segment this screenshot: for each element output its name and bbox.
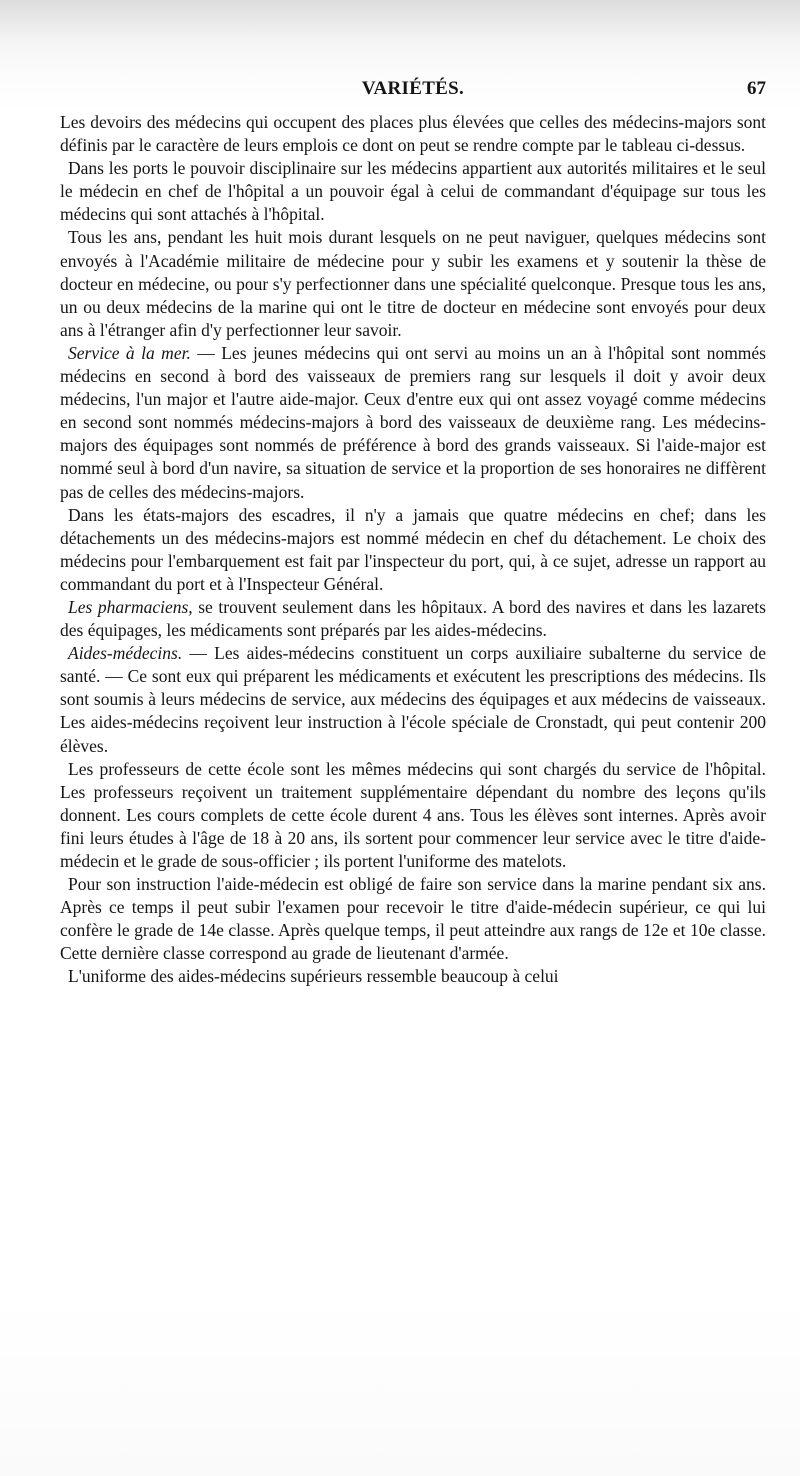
section-lead: Aides-médecins. (68, 643, 183, 664)
paragraph-text: Dans les états-majors des escadres, il n'y a jamais que quatre médecins en chef; dans les détachements un des médecins-majors est nommé médecin en chef du détachement. Le choix des médecins pour l'embarquement est fait par l'inspecteur du port, qui, à ce sujet, adresse un rapport au commandant du port et à l'Inspecteur Général. (60, 504, 766, 594)
paragraph (60, 157, 766, 226)
paragraph-text: Les professeurs de cette école sont les mêmes médecins qui sont chargés du service de l'hôpital. Les professeurs reçoivent un traitement supplémentaire dépendant du nombre des leçons qu'ils donnent. Les cours complets de cette école durent 4 ans. Tous les élèves sont internes. Après avoir fini leurs études à l'âge de 18 à 20 ans, ils sortent pour commencer leur service avec le titre d'aide-médecin et le grade de sous-officier ; ils portent l'uniforme des matelots. (60, 758, 766, 871)
paragraph (60, 342, 766, 504)
paragraph-text: Les devoirs des médecins qui occupent des places plus élevées que celles des médecins-majors sont définis par le caractère de leurs emplois ce dont on peut se rendre compte par le tableau ci-dessus. (60, 112, 766, 156)
paragraph (60, 226, 766, 341)
paragraph (60, 965, 766, 988)
paragraph-text: Tous les ans, pendant les huit mois durant lesquels on ne peut naviguer, quelques médecins sont envoyés à l'Académie militaire de médecine pour y subir les examens et y soutenir la thèse de docteur en médecine, ou pour s'y perfectionner dans une spécialité quelconque. Presque tous les ans, un ou deux médecins de la marine qui ont le titre de docteur en médecine sont envoyés pour deux ans à l'étranger afin d'y perfectionner leur savoir. (60, 227, 766, 340)
paragraph-text: L'uniforme des aides-médecins supérieurs ressemble beaucoup à celui (68, 966, 559, 987)
section-lead: Service à la mer. (68, 342, 191, 363)
page-number: 67 (747, 78, 766, 99)
paragraph (60, 642, 766, 757)
paragraph-text: se trouvent seulement dans les hôpitaux. A bord des navires et dans les lazarets des équipages, les médicaments sont préparés par les aides-médecins. (60, 596, 766, 641)
paragraph (60, 111, 766, 157)
paragraph-text: Dans les ports le pouvoir disciplinaire sur les médecins appartient aux autorités militaires et le seul le médecin en chef de l'hôpital a un pouvoir égal à celui de commandant d'équipage sur tous les médecins qui sont attachés à l'hôpital. (60, 158, 766, 225)
body-text (60, 111, 766, 989)
page-header (60, 78, 766, 108)
running-title: VARIÉTÉS. (361, 78, 465, 99)
paragraph (60, 596, 766, 642)
paragraph-text: — Les jeunes médecins qui ont servi au moins un an à l'hôpital sont nommés médecins en second à bord des vaisseaux de premiers rang sur lesquels il doit y avoir deux médecins, l'un major et l'autre aide-major. Ceux d'entre eux qui ont assez voyagé comme médecins en second sont nommés médecins-majors à bord des vaisseaux de deuxième rang. Les médecins-majors des équipages sont nommés de préférence à bord des grands vaisseaux. Si l'aide-major est nommé seul à bord d'un navire, sa situation de service et la proportion de ses honoraires ne diffèrent pas de celles des médecins-majors. (60, 342, 766, 502)
section-lead: Les pharmaciens, (68, 596, 193, 617)
paragraph (60, 758, 766, 873)
paragraph-text: — Les aides-médecins constituent un corps auxiliaire subalterne du service de santé. — Ce sont eux qui préparent les médicaments et exécutent les prescriptions des médecins. Ils sont soumis à leurs médecins de service, aux médecins des équipages et aux médecins de vaisseaux. Les aides-médecins reçoivent leur instruction à l'école spéciale de Cronstadt, qui peut contenir 200 élèves. (60, 643, 766, 756)
paragraph (60, 504, 766, 596)
paragraph-text: Pour son instruction l'aide-médecin est obligé de faire son service dans la marine pendant six ans. Après ce temps il peut subir l'examen pour recevoir le titre d'aide-médecin supérieur, ce qui lui confère le grade de 14e classe. Après quelque temps, il peut atteindre aux rangs de 12e et 10e classe. Cette dernière classe correspond au grade de lieutenant d'armée. (60, 874, 766, 964)
paragraph (60, 873, 766, 965)
